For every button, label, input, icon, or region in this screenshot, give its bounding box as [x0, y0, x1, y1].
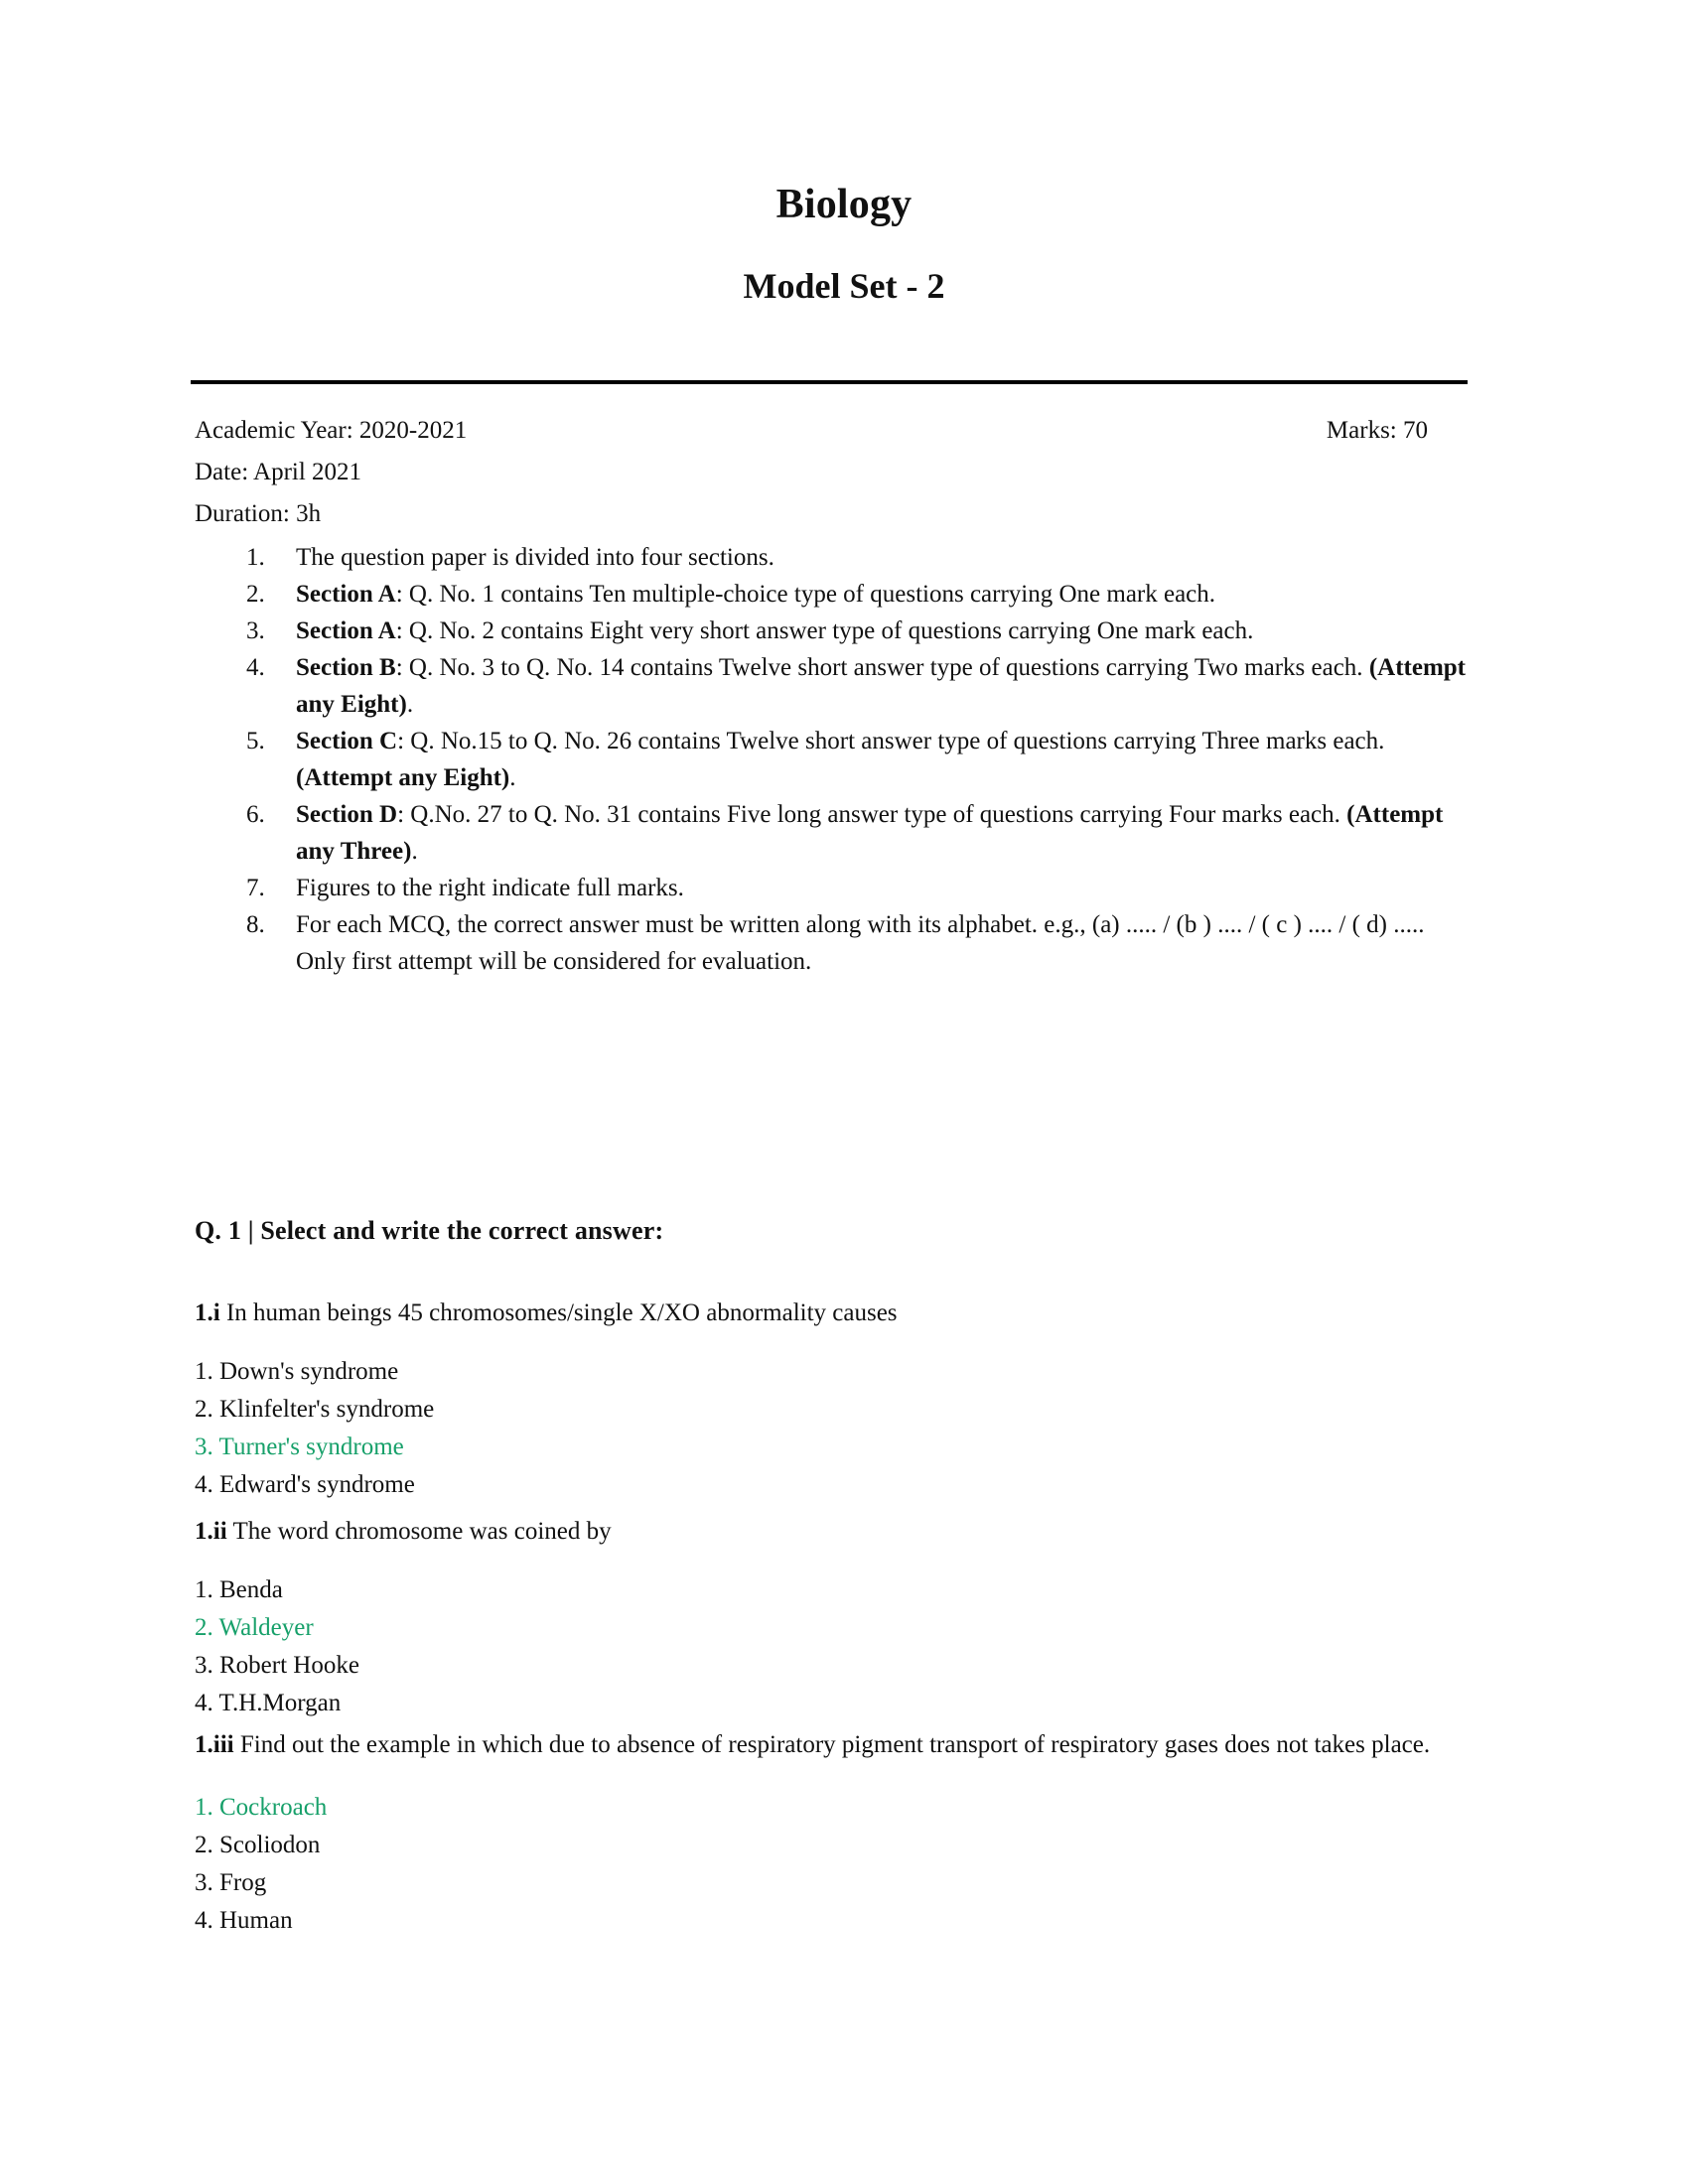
- meta-row-duration: [195, 493, 1428, 535]
- instruction-number: 8.: [246, 911, 265, 938]
- header-divider: [191, 380, 1468, 384]
- option-item[interactable]: 4. Edward's syndrome: [195, 1471, 415, 1498]
- instruction-attempt-note: (Attempt any Eight): [296, 764, 510, 791]
- instruction-item: [195, 723, 1476, 796]
- instructions-list: [195, 539, 1476, 980]
- instruction-text: Section A: Q. No. 1 contains Ten multiple-choice type of questions carrying One mark each.: [296, 581, 1216, 608]
- option-item[interactable]: 3. Frog: [195, 1869, 267, 1896]
- marks-label: Marks: 70: [1326, 417, 1428, 444]
- question-1-i: [195, 1296, 1431, 1504]
- instruction-attempt-note: (Attempt any Eight): [296, 654, 1466, 718]
- option-item[interactable]: 1. Down's syndrome: [195, 1358, 399, 1385]
- question-label: 1.i: [195, 1299, 220, 1326]
- instruction-number: 7.: [246, 875, 265, 901]
- instruction-number: 1.: [246, 544, 265, 571]
- meta-row-academic-year: [195, 410, 1428, 452]
- option-list: [195, 1789, 1431, 1940]
- question-text: The word chromosome was coined by: [232, 1518, 612, 1545]
- instruction-text: For each MCQ, the correct answer must be written along with its alphabet. e.g., (a) ..... / (b ) .... / ( c ) .... / ( d) ..... Only first attempt will be considered for evaluation.: [296, 911, 1425, 975]
- option-item[interactable]: 2. Klinfelter's syndrome: [195, 1396, 435, 1423]
- question-label: 1.ii: [195, 1518, 227, 1545]
- instruction-section-label: Section C: [296, 728, 398, 754]
- instruction-number: 6.: [246, 801, 265, 828]
- option-item-correct[interactable]: 3. Turner's syndrome: [195, 1433, 404, 1460]
- question-1-ii: [195, 1514, 1431, 1722]
- option-list: [195, 1571, 1431, 1722]
- instruction-text: Section A: Q. No. 2 contains Eight very short answer type of questions carrying One mark each.: [296, 617, 1254, 644]
- instruction-text: Section D: Q.No. 27 to Q. No. 31 contains Five long answer type of questions carrying Four marks each. (Attempt any Three).: [296, 801, 1444, 865]
- instruction-text: Section C: Q. No.15 to Q. No. 26 contains Twelve short answer type of questions carrying Three marks each. (Attempt any Eight).: [296, 728, 1385, 791]
- question-1-heading: Q. 1 | Select and write the correct answer:: [195, 1216, 664, 1245]
- option-item[interactable]: 3. Robert Hooke: [195, 1652, 359, 1679]
- question-stem: [195, 1727, 1431, 1763]
- option-item[interactable]: 1. Benda: [195, 1576, 283, 1603]
- question-text: In human beings 45 chromosomes/single X/XO abnormality causes: [225, 1299, 898, 1326]
- question-stem: [195, 1296, 1431, 1331]
- instruction-section-label: Section B: [296, 654, 396, 681]
- duration-label: Duration: 3h: [195, 500, 322, 527]
- option-item[interactable]: 4. T.H.Morgan: [195, 1690, 342, 1716]
- exam-meta-block: [195, 410, 1428, 535]
- instruction-section-label: Section A: [296, 581, 396, 608]
- page-title: Biology: [775, 182, 913, 227]
- instruction-item: [195, 796, 1476, 870]
- page-subtitle: Model Set - 2: [743, 266, 945, 307]
- option-item-correct[interactable]: 1. Cockroach: [195, 1794, 328, 1821]
- option-list: [195, 1353, 1431, 1504]
- instruction-text: Section B: Q. No. 3 to Q. No. 14 contains Twelve short answer type of questions carrying Two marks each. (Attempt any Eight).: [296, 654, 1466, 718]
- option-item[interactable]: 4. Human: [195, 1907, 293, 1934]
- instruction-number: 2.: [246, 581, 265, 608]
- instruction-item: [195, 576, 1476, 613]
- date-label: Date: April 2021: [195, 459, 362, 485]
- instruction-number: 3.: [246, 617, 265, 644]
- instruction-item: [195, 613, 1476, 649]
- instruction-section-label: Section D: [296, 801, 398, 828]
- question-text: Find out the example in which due to absence of respiratory pigment transport of respiratory gases does not takes place.: [239, 1731, 1431, 1758]
- meta-row-date: [195, 452, 1428, 493]
- option-item[interactable]: 2. Scoliodon: [195, 1832, 321, 1858]
- instruction-attempt-note: (Attempt any Three): [296, 801, 1444, 865]
- instruction-item: [195, 649, 1476, 723]
- instruction-number: 5.: [246, 728, 265, 754]
- instruction-item: [195, 539, 1476, 576]
- instruction-item: [195, 906, 1476, 980]
- question-label: 1.iii: [195, 1731, 234, 1758]
- instruction-text: Figures to the right indicate full marks.: [296, 875, 684, 901]
- question-1-iii: [195, 1727, 1431, 1940]
- title-block: [0, 0, 1688, 308]
- academic-year-label: Academic Year: 2020-2021: [195, 417, 468, 444]
- instruction-text: The question paper is divided into four sections.: [296, 544, 774, 571]
- question-stem: [195, 1514, 1431, 1550]
- option-item-correct[interactable]: 2. Waldeyer: [195, 1614, 314, 1641]
- instruction-number: 4.: [246, 654, 265, 681]
- instruction-section-label: Section A: [296, 617, 396, 644]
- instruction-item: [195, 870, 1476, 906]
